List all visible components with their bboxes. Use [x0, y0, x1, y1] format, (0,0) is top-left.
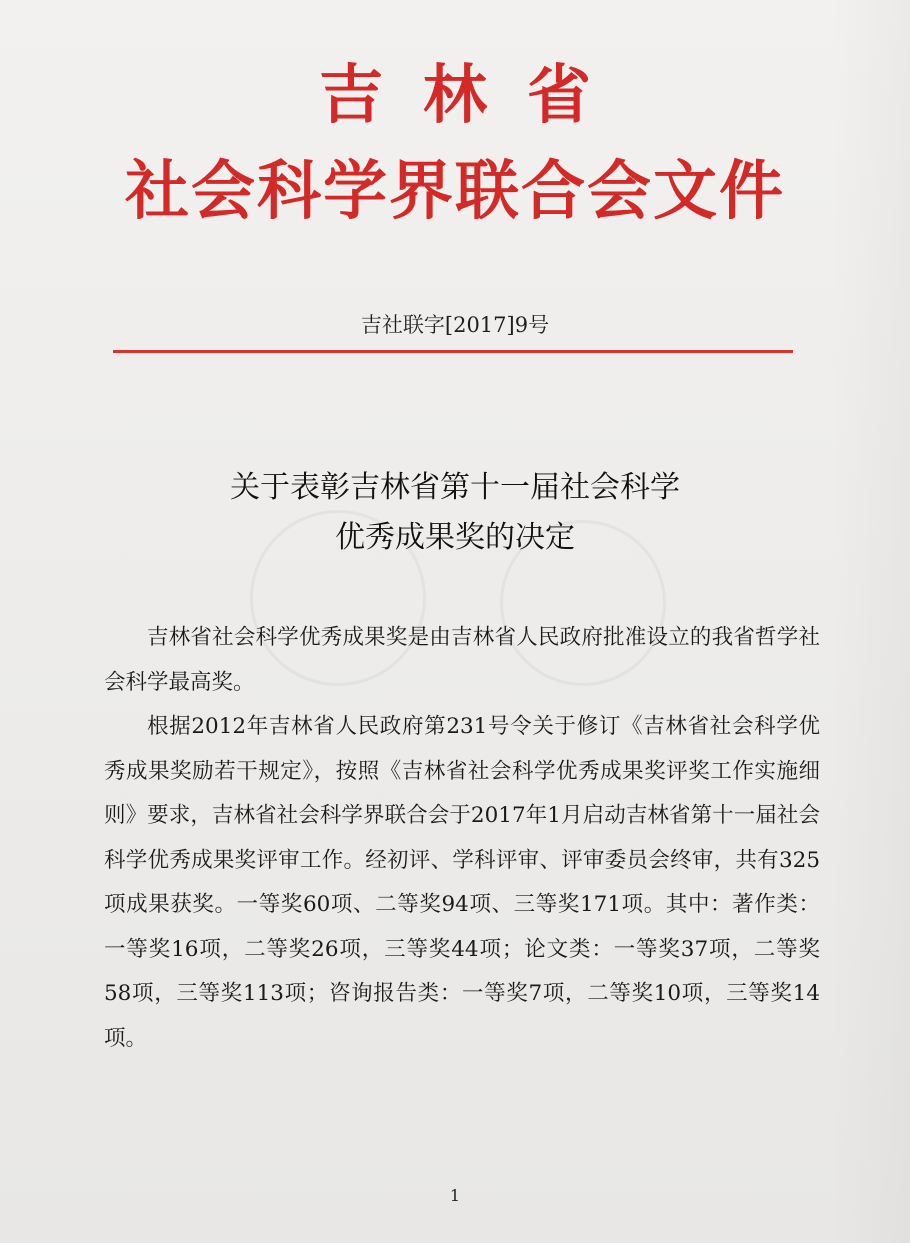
body-paragraph-1: 吉林省社会科学优秀成果奖是由吉林省人民政府批准设立的我省哲学社会科学最高奖。 [104, 625, 820, 695]
document-number: 吉社联字[2017]9号 [360, 313, 550, 337]
title-line2: 优秀成果奖的决定 [335, 520, 575, 555]
issuer-name-line2: 社会科学界联合会文件 [125, 155, 785, 229]
document-title [0, 463, 910, 563]
page-number: 1 [449, 1186, 461, 1205]
title-line1: 关于表彰吉林省第十一届社会科学 [230, 470, 680, 505]
issuer-name-line1: 吉林省 [319, 59, 631, 133]
document-body [104, 616, 820, 1061]
red-divider [113, 350, 793, 353]
body-paragraph-2: 根据2012年吉林省人民政府第231号令关于修订《吉林省社会科学优秀成果奖励若干规定》，按照《吉林省社会科学优秀成果奖评奖工作实施细则》要求，吉林省社会科学界联合会于2017年1月启动吉林省第十一届社会科学优秀成果奖评审工作。经初评、学科评审、评审委员会终审，共有325项成果获奖。一等奖60项、二等奖94项、三等奖171项。其中：著作类：一等奖16项，二等奖26项，三等奖44项；论文类：一等奖37项，二等奖58项，三等奖113项；咨询报告类：一等奖7项，二等奖10项，三等奖14项。 [104, 714, 820, 1051]
